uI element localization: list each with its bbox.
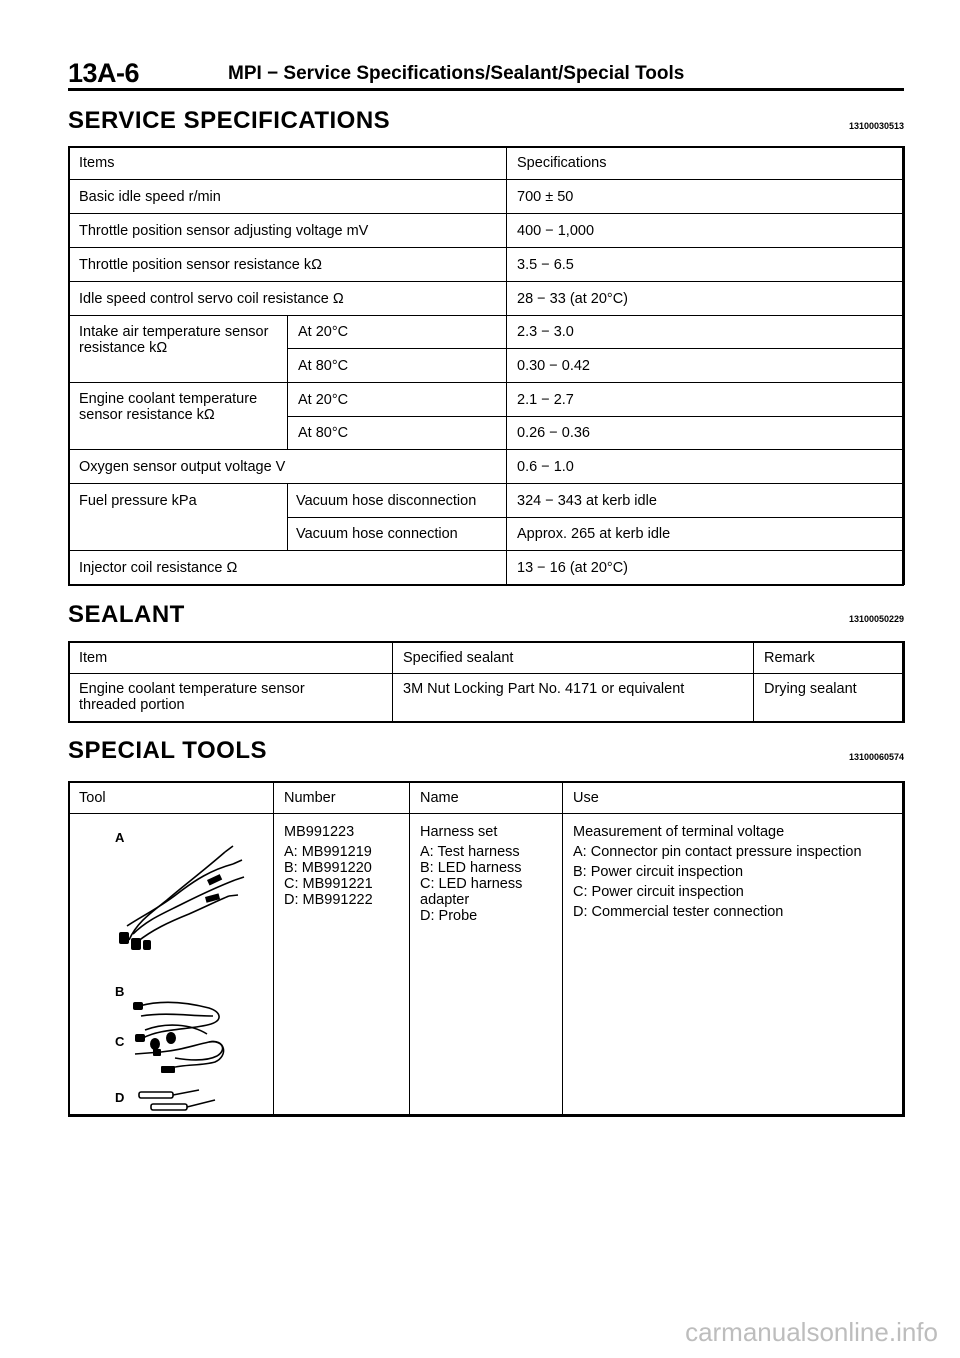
spec-value: 13 − 16 (at 20°C) <box>507 551 905 585</box>
tool-label-a: A <box>115 830 125 845</box>
spec-item-line: Engine coolant temperature <box>79 391 258 407</box>
header-items: Items <box>69 147 507 180</box>
tool-label-c: C <box>115 1034 125 1049</box>
table-row <box>69 674 905 723</box>
tool-number: D: MB991222 <box>284 892 373 908</box>
tool-illustrations <box>69 814 274 1117</box>
tool-name: adapter <box>420 892 470 908</box>
page-number: 13A-6 <box>68 58 140 88</box>
header-item: Item <box>69 642 393 674</box>
spec-item-multiline <box>69 383 288 450</box>
sealant-code: 13100050229 <box>848 614 904 624</box>
spec-item-multiline <box>69 316 288 383</box>
tool-name: C: LED harness <box>420 876 523 892</box>
spec-value: 2.3 − 3.0 <box>507 316 905 349</box>
header-use: Use <box>563 782 905 814</box>
spec-condition: Vacuum hose disconnection <box>288 484 507 518</box>
header-tool: Tool <box>69 782 274 814</box>
spec-item-line: resistance kΩ <box>79 340 168 356</box>
spec-condition: At 20°C <box>288 316 507 349</box>
page-title: MPI − Service Specifications/Sealant/Special Tools <box>228 63 685 84</box>
spec-value: 28 − 33 (at 20°C) <box>507 282 905 316</box>
header-remark: Remark <box>754 642 905 674</box>
sealant-specified: 3M Nut Locking Part No. 4171 or equivalent <box>393 674 754 723</box>
table-row <box>69 551 905 585</box>
header-specifications: Specifications <box>507 147 905 180</box>
tool-use: B: Power circuit inspection <box>573 864 744 880</box>
tool-number: B: MB991220 <box>284 860 372 876</box>
header-specified-sealant: Specified sealant <box>393 642 754 674</box>
special-tools-title: SPECIAL TOOLS <box>68 737 267 764</box>
table-row <box>69 450 905 484</box>
spec-item-line: Intake air temperature sensor <box>79 324 269 340</box>
tool-use: C: Power circuit inspection <box>573 884 744 900</box>
spec-value: 700 ± 50 <box>507 180 905 214</box>
spec-item: Oxygen sensor output voltage V <box>69 450 507 484</box>
service-specifications-title: SERVICE SPECIFICATIONS <box>68 107 391 134</box>
spec-item: Fuel pressure kPa <box>69 484 288 551</box>
spec-value: 400 − 1,000 <box>507 214 905 248</box>
tool-use: D: Commercial tester connection <box>573 904 784 920</box>
spec-value: 324 − 343 at kerb idle <box>507 484 905 518</box>
page-header <box>68 58 904 86</box>
spec-item: Idle speed control servo coil resistance Ω <box>69 282 507 316</box>
sealant-remark: Drying sealant <box>754 674 905 723</box>
tool-use: A: Connector pin contact pressure inspection <box>573 844 862 860</box>
spec-condition: At 80°C <box>288 349 507 383</box>
tool-use: Measurement of terminal voltage <box>573 824 785 840</box>
tool-number: A: MB991219 <box>284 844 372 860</box>
spec-value: 0.6 − 1.0 <box>507 450 905 484</box>
table-row <box>69 484 905 518</box>
table-row <box>69 248 905 282</box>
table-row <box>69 814 905 1117</box>
header-rule <box>68 88 904 91</box>
tool-names <box>410 814 563 1117</box>
header-number: Number <box>274 782 410 814</box>
spec-item: Throttle position sensor adjusting voltage mV <box>69 214 507 248</box>
table-header-row <box>69 642 905 674</box>
spec-value: 2.1 − 2.7 <box>507 383 905 417</box>
tool-number: MB991223 <box>284 824 355 840</box>
led-harness-adapter-icon <box>131 1036 231 1084</box>
table-row <box>69 282 905 316</box>
table-row <box>69 214 905 248</box>
watermark: carmanualsonline.info <box>685 1317 938 1347</box>
tool-name: Harness set <box>420 824 498 840</box>
spec-condition: Vacuum hose connection <box>288 518 507 551</box>
sealant-item <box>69 674 393 723</box>
sealant-table <box>68 641 905 723</box>
table-row <box>69 316 905 349</box>
service-specifications-code: 13100030513 <box>848 121 904 131</box>
table-header-row <box>69 147 905 180</box>
sealant-item-line: Engine coolant temperature sensor <box>79 681 305 697</box>
tool-label-b: B <box>115 984 125 999</box>
tool-name: D: Probe <box>420 908 478 924</box>
tool-numbers <box>274 814 410 1117</box>
tool-number: C: MB991221 <box>284 876 373 892</box>
tool-uses <box>563 814 905 1117</box>
spec-value: Approx. 265 at kerb idle <box>507 518 905 551</box>
test-harness-icon <box>107 842 247 957</box>
probe-icon <box>131 1084 231 1116</box>
table-row <box>69 383 905 417</box>
spec-item: Injector coil resistance Ω <box>69 551 507 585</box>
spec-value: 0.26 − 0.36 <box>507 417 905 450</box>
spec-item-line: sensor resistance kΩ <box>79 407 215 423</box>
tool-name: B: LED harness <box>420 860 522 876</box>
special-tools-table <box>68 781 905 1117</box>
table-row <box>69 180 905 214</box>
tool-name: A: Test harness <box>420 844 520 860</box>
sealant-title: SEALANT <box>68 601 185 628</box>
header-name: Name <box>410 782 563 814</box>
spec-item: Throttle position sensor resistance kΩ <box>69 248 507 282</box>
spec-condition: At 20°C <box>288 383 507 417</box>
table-header-row <box>69 782 905 814</box>
special-tools-code: 13100060574 <box>848 752 904 762</box>
service-specifications-table <box>68 146 905 585</box>
tool-label-d: D <box>115 1090 125 1105</box>
sealant-item-line: threaded portion <box>79 697 185 713</box>
spec-condition: At 80°C <box>288 417 507 450</box>
spec-value: 3.5 − 6.5 <box>507 248 905 282</box>
spec-item: Basic idle speed r/min <box>69 180 507 214</box>
spec-value: 0.30 − 0.42 <box>507 349 905 383</box>
